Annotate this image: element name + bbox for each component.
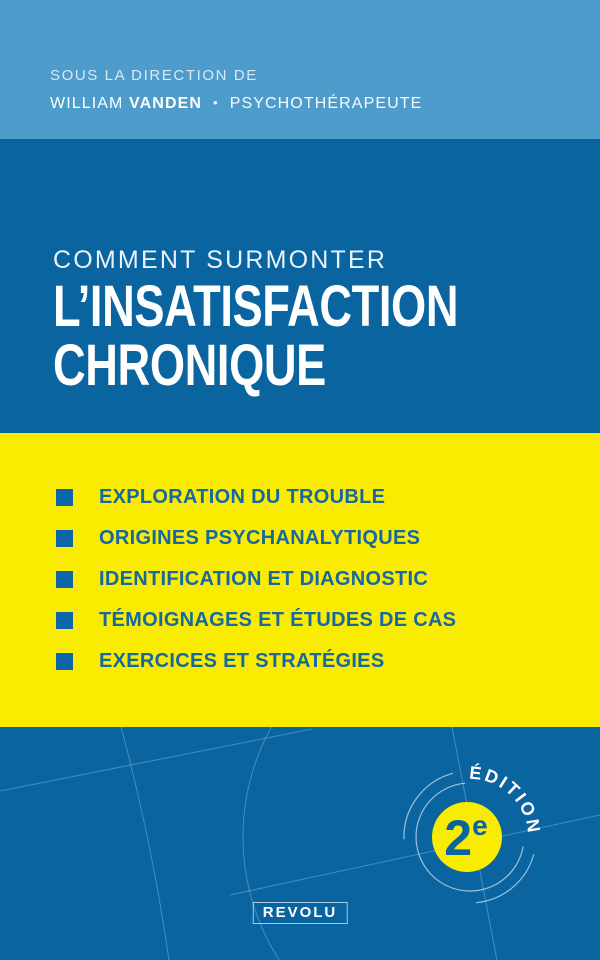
author-first-name: WILLIAM <box>50 95 124 112</box>
list-item <box>56 526 600 550</box>
footer-decoration <box>0 727 600 960</box>
topic-bullet-icon <box>56 571 73 588</box>
list-item <box>56 649 600 673</box>
edition-arc-label: ÉDITION <box>468 762 545 837</box>
topic-label: IDENTIFICATION ET DIAGNOSTIC <box>99 567 429 590</box>
author-role: PSYCHOTHÉRAPEUTE <box>229 95 423 112</box>
topic-bullet-icon <box>56 612 73 629</box>
edition-number: 2e <box>444 810 488 866</box>
topic-label: ORIGINES PSYCHANALYTIQUES <box>99 526 421 549</box>
book-title <box>53 274 459 398</box>
topic-label: EXPLORATION DU TROUBLE <box>99 485 386 508</box>
title-band <box>0 139 600 433</box>
topic-label: TÉMOIGNAGES ET ÉTUDES DE CAS <box>99 608 457 631</box>
topic-label: EXERCICES ET STRATÉGIES <box>99 649 385 672</box>
list-item <box>56 608 600 632</box>
author-last-name: VANDEN <box>129 95 203 112</box>
credit-band <box>0 0 600 139</box>
author-line <box>50 92 600 114</box>
topic-bullet-icon <box>56 489 73 506</box>
list-item <box>56 485 600 509</box>
book-title-line2: CHRONIQUE <box>53 333 326 398</box>
title-kicker: COMMENT SURMONTER <box>53 246 388 274</box>
topic-bullet-icon <box>56 653 73 670</box>
credit-kicker: SOUS LA DIRECTION DE <box>50 67 258 84</box>
publisher-logo: REVOLU <box>253 902 348 924</box>
bullet-separator-icon: • <box>213 95 219 110</box>
list-item <box>56 567 600 591</box>
guide-lines-icon <box>0 727 600 960</box>
edition-suffix: e <box>472 810 488 841</box>
topic-bullet-icon <box>56 530 73 547</box>
topics-band <box>0 433 600 727</box>
book-title-line1: L’INSATISFACTION <box>53 274 459 339</box>
footer-band <box>0 727 600 960</box>
